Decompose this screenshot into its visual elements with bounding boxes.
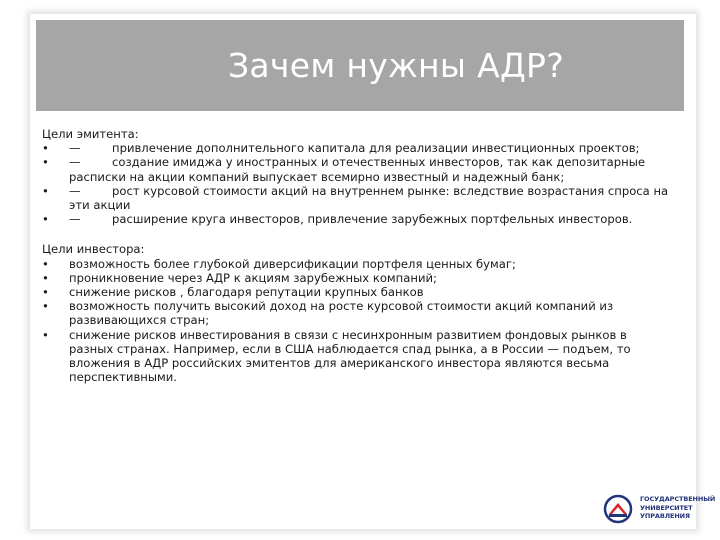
investor-goals-heading: Цели инвестора: bbox=[42, 242, 145, 257]
list-item-text: расширение круга инвесторов, привлечение зарубежных портфельных инвесторов. bbox=[112, 212, 633, 227]
list-item bbox=[42, 328, 672, 385]
bullet: • bbox=[42, 327, 49, 342]
logo-line-3: УПРАВЛЕНИЯ bbox=[640, 512, 690, 520]
university-name bbox=[640, 495, 715, 521]
slide-content bbox=[42, 127, 672, 384]
list-item bbox=[42, 257, 672, 271]
list-item bbox=[42, 184, 672, 212]
title-banner bbox=[36, 20, 684, 111]
bullet: • bbox=[42, 141, 49, 156]
list-item-text: снижение рисков инвестирования в связи с несинхронным развитием фондовых рынков в разных странах. Например, если в США наблюдается спад рынка, а в России — подъем, то вложения в АДР российских эмитентов для американского инвестора являются весьма перспективными. bbox=[69, 327, 631, 385]
list-item-text: возможность более глубокой диверсификации портфеля ценных бумаг; bbox=[69, 256, 516, 271]
logo-line-2: УНИВЕРСИТЕТ bbox=[640, 503, 693, 512]
list-item bbox=[42, 141, 672, 155]
list-item bbox=[42, 155, 672, 183]
dash: — bbox=[69, 155, 81, 170]
issuer-goals-list bbox=[42, 141, 672, 226]
slide-title: Зачем нужны АДР? bbox=[227, 46, 565, 85]
dash: — bbox=[69, 183, 81, 198]
list-item bbox=[42, 285, 672, 299]
issuer-goals-heading: Цели эмитента: bbox=[42, 127, 139, 141]
list-item bbox=[42, 212, 672, 226]
bullet: • bbox=[42, 270, 49, 285]
bullet: • bbox=[42, 299, 49, 314]
logo-line-1: ГОСУДАРСТВЕННЫЙ bbox=[640, 495, 716, 503]
bullet: • bbox=[42, 256, 49, 271]
dash: — bbox=[69, 141, 81, 156]
bullet: • bbox=[42, 285, 49, 300]
list-item-text: привлечение дополнительного капитала для реализации инвестиционных проектов; bbox=[112, 141, 640, 156]
list-item bbox=[42, 299, 672, 327]
bullet: • bbox=[42, 183, 49, 198]
bullet: • bbox=[42, 212, 49, 227]
list-item-text: возможность получить высокий доход на росте курсовой стоимости акций компаний из развивающихся стран; bbox=[69, 299, 614, 328]
list-item-text: проникновение через АДР к акциям зарубежных компаний; bbox=[69, 270, 437, 285]
bullet: • bbox=[42, 155, 49, 170]
dash: — bbox=[69, 212, 81, 227]
investor-goals-list bbox=[42, 257, 672, 385]
list-item-text: снижение рисков , благодаря репутации крупных банков bbox=[69, 285, 424, 300]
section-gap bbox=[42, 226, 672, 242]
list-item-text: рост курсовой стоимости акций на внутреннем рынке: вследствие возрастания спроса на эти акции bbox=[69, 183, 669, 213]
list-item-text: создание имиджа у иностранных и отечественных инвесторов, так как депозитарные расписки на акции компаний выпускает всемирно известный и надежный банк; bbox=[69, 155, 646, 184]
list-item bbox=[42, 271, 672, 285]
